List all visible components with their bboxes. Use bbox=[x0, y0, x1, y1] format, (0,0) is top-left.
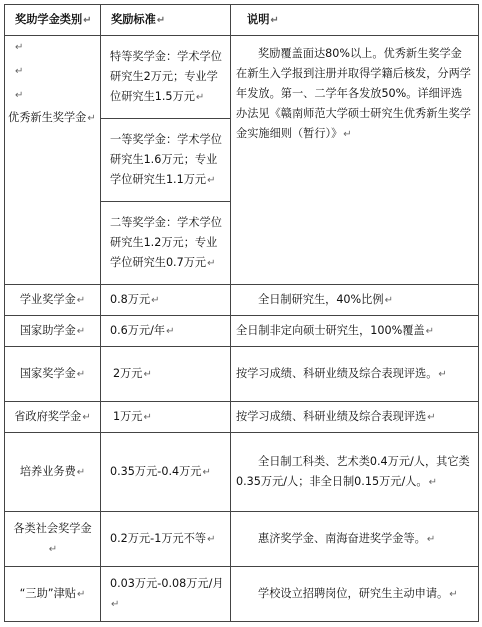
row-description: 全日制非定向硕士研究生，100%覆盖↵ bbox=[231, 316, 479, 347]
row-standard: 0.8万元↵ bbox=[101, 285, 231, 316]
row-standard: 0.6万元/年↵ bbox=[101, 316, 231, 347]
table-row bbox=[5, 433, 479, 512]
table-row bbox=[5, 347, 479, 402]
row-category: 培养业务费↵ bbox=[5, 433, 101, 512]
header-category: 奖助学金类别↵ bbox=[5, 5, 101, 36]
row-description: 学校设立招聘岗位，研究生主动申请。↵ bbox=[231, 567, 479, 622]
table-row bbox=[5, 36, 479, 119]
scholarship-table bbox=[4, 4, 479, 622]
row-standard-second: 二等奖学金：学术学位研究生1.2万元；专业学位研究生0.7万元↵ bbox=[101, 202, 231, 285]
row-category: ↵ ↵ ↵ 优秀新生奖学金↵ bbox=[5, 36, 101, 285]
row-description: 全日制研究生，40%比例↵ bbox=[231, 285, 479, 316]
row-standard: 2万元↵ bbox=[101, 347, 231, 402]
table-row bbox=[5, 512, 479, 567]
row-category: 各类社会奖学金↵ bbox=[5, 512, 101, 567]
row-category: 国家助学金↵ bbox=[5, 316, 101, 347]
table-row bbox=[5, 316, 479, 347]
row-category: “三助”津贴↵ bbox=[5, 567, 101, 622]
row-description: 全日制工科类、艺术类0.4万元/人，其它类0.35万元/人；非全日制0.15万元/人。↵ bbox=[231, 433, 479, 512]
row-standard: 0.35万元-0.4万元↵ bbox=[101, 433, 231, 512]
row-description: 奖励覆盖面达80%以上。优秀新生奖学金在新生入学报到注册并取得学籍后核发，分两学年发放。第一、二学年各发放50%。详细评选办法见《赣南师范大学硕士研究生优秀新生奖学金实施细则（暂行）》↵ bbox=[231, 36, 479, 285]
table-row bbox=[5, 285, 479, 316]
row-category: 省政府奖学金↵ bbox=[5, 402, 101, 433]
row-standard: 0.03万元-0.08万元/月↵ bbox=[101, 567, 231, 622]
row-standard-special: 特等奖学金：学术学位研究生2万元；专业学位研究生1.5万元↵ bbox=[101, 36, 231, 119]
table-header-row bbox=[5, 5, 479, 36]
row-standard-first: 一等奖学金：学术学位研究生1.6万元；专业学位研究生1.1万元↵ bbox=[101, 119, 231, 202]
table-row bbox=[5, 567, 479, 622]
row-description: 按学习成绩、科研业绩及综合表现评选↵ bbox=[231, 402, 479, 433]
row-category: 国家奖学金↵ bbox=[5, 347, 101, 402]
row-standard: 1万元↵ bbox=[101, 402, 231, 433]
header-description: 说明↵ bbox=[231, 5, 479, 36]
header-standard: 奖励标准↵ bbox=[101, 5, 231, 36]
row-description: 按学习成绩、科研业绩及综合表现评选。↵ bbox=[231, 347, 479, 402]
table-row bbox=[5, 402, 479, 433]
row-category: 学业奖学金↵ bbox=[5, 285, 101, 316]
row-standard: 0.2万元-1万元不等↵ bbox=[101, 512, 231, 567]
row-description: 惠济奖学金、南海奋进奖学金等。↵ bbox=[231, 512, 479, 567]
